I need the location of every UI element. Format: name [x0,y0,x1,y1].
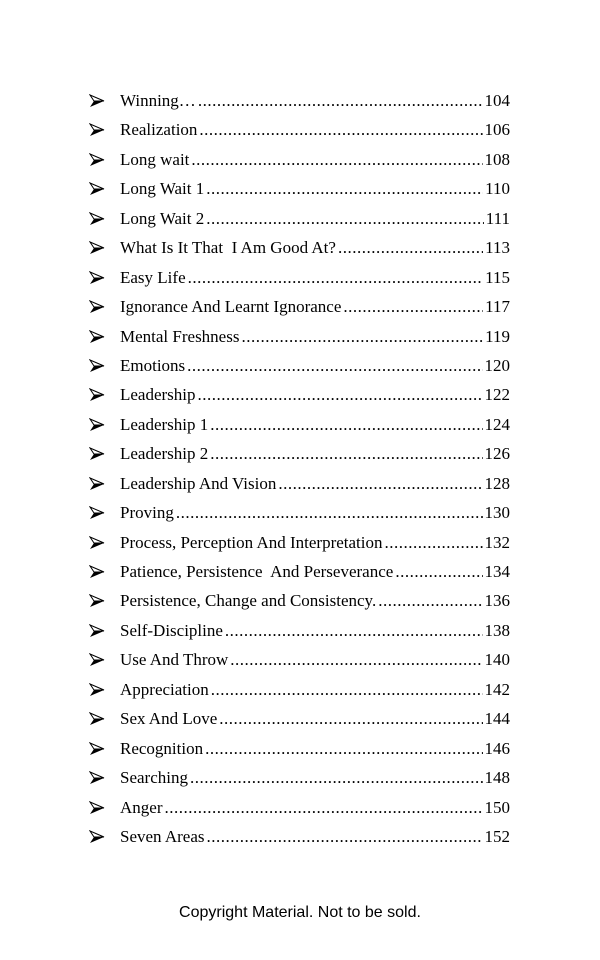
arrowhead-bullet-icon [89,439,107,468]
dot-leader [205,734,482,763]
toc-entry-page-number: 150 [484,797,510,817]
toc-entry-title: Searching [120,768,188,788]
dot-leader [230,645,482,674]
toc-entry-title: Seven Areas [120,826,205,846]
toc-entry-page-number: 120 [484,355,510,375]
toc-entry-page-number: 122 [484,385,510,405]
toc-entry-title: Leadership [120,385,196,405]
toc-entry [0,380,600,409]
toc-entry-page-number: 148 [484,768,510,788]
dot-leader [378,586,482,615]
toc-entry [0,586,600,615]
toc-entry-title: Leadership 2 [120,444,209,464]
toc-entry-page-number: 119 [485,326,510,346]
toc-entry-page-number: 138 [484,620,510,640]
toc-entry-page-number: 142 [484,679,510,699]
toc-entry-title: Mental Freshness [120,326,240,346]
toc-entry [0,675,600,704]
toc-entry-title: Sex And Love [120,709,218,729]
toc-entry [0,528,600,557]
toc-entry-line [120,351,510,380]
toc-entry-line [120,233,510,262]
toc-entry [0,351,600,380]
toc-entry-title: Self-Discipline [120,620,223,640]
toc-entry-line [120,469,510,498]
toc-entry [0,793,600,822]
dot-leader [206,204,483,233]
dot-leader [191,145,482,174]
table-of-contents [0,86,600,851]
toc-entry [0,822,600,851]
toc-entry [0,704,600,733]
arrowhead-bullet-icon [89,822,107,851]
toc-entry-title: Leadership And Vision [120,473,277,493]
toc-entry-page-number: 136 [484,591,510,611]
toc-entry-page-number: 132 [484,532,510,552]
toc-entry [0,263,600,292]
toc-entry-title: Anger [120,797,163,817]
toc-entry-title: Recognition [120,738,204,758]
toc-entry [0,292,600,321]
toc-entry-line [120,380,510,409]
toc-entry-page-number: 124 [484,414,510,434]
toc-entry [0,322,600,351]
arrowhead-bullet-icon [89,704,107,733]
dot-leader [278,469,482,498]
toc-entry-line [120,498,510,527]
toc-entry [0,763,600,792]
dot-leader [206,174,483,203]
arrowhead-bullet-icon [89,86,107,115]
toc-entry-title: Realization [120,120,198,140]
arrowhead-bullet-icon [89,469,107,498]
toc-entry-page-number: 152 [484,826,510,846]
arrowhead-bullet-icon [89,734,107,763]
arrowhead-bullet-icon [89,145,107,174]
toc-entry-page-number: 130 [484,503,510,523]
toc-entry-title: Proving [120,503,174,523]
toc-entry-page-number: 128 [484,473,510,493]
arrowhead-bullet-icon [89,763,107,792]
dot-leader [187,351,482,380]
toc-entry-page-number: 113 [485,238,510,258]
toc-entry-page-number: 115 [485,267,510,287]
dot-leader [219,704,482,733]
dot-leader [395,557,482,586]
toc-entry-line [120,292,510,321]
toc-entry [0,439,600,468]
toc-entry-page-number: 146 [484,738,510,758]
toc-entry-line [120,616,510,645]
toc-entry-page-number: 111 [485,208,510,228]
dot-leader [211,675,483,704]
dot-leader [343,292,483,321]
toc-entry-title: Long Wait 2 [120,208,205,228]
toc-entry-page-number: 144 [484,709,510,729]
toc-entry-title: What Is It That I Am Good At? [120,238,336,258]
toc-entry-page-number: 126 [484,444,510,464]
copyright-footer: Copyright Material. Not to be sold. [179,904,421,921]
toc-entry [0,115,600,144]
toc-entry [0,645,600,674]
toc-entry-line [120,793,510,822]
toc-entry [0,469,600,498]
dot-leader [190,763,483,792]
toc-entry-title: Long wait [120,149,190,169]
dot-leader [164,793,482,822]
dot-leader [207,822,483,851]
toc-entry [0,174,600,203]
toc-entry-line [120,410,510,439]
dot-leader [210,410,482,439]
toc-entry [0,734,600,763]
arrowhead-bullet-icon [89,322,107,351]
toc-entry-line [120,645,510,674]
arrowhead-bullet-icon [89,292,107,321]
toc-entry-line [120,86,510,115]
dot-leader [241,322,483,351]
toc-entry-title: Long Wait 1 [120,179,205,199]
dot-leader [225,616,483,645]
toc-entry-line [120,439,510,468]
toc-entry-title: Easy Life [120,267,186,287]
toc-entry-line [120,322,510,351]
toc-entry [0,498,600,527]
arrowhead-bullet-icon [89,115,107,144]
dot-leader [199,115,482,144]
dot-leader [176,498,483,527]
arrowhead-bullet-icon [89,793,107,822]
arrowhead-bullet-icon [89,204,107,233]
toc-entry-line [120,763,510,792]
dot-leader [210,439,482,468]
dot-leader [338,233,483,262]
toc-entry-line [120,822,510,851]
toc-entry-line [120,675,510,704]
toc-entry-title: Winning… [120,91,196,110]
toc-entry-title: Use And Throw [120,650,229,670]
toc-entry-title: Process, Perception And Interpretation [120,532,383,552]
dot-leader [198,86,483,115]
toc-entry-title: Leadership 1 [120,414,209,434]
toc-entry-line [120,586,510,615]
toc-entry-line [120,263,510,292]
toc-entry-page-number: 104 [484,91,510,110]
toc-entry-title: Persistence, Change and Consistency. [120,591,377,611]
toc-entry-page-number: 106 [484,120,510,140]
arrowhead-bullet-icon [89,380,107,409]
toc-entry-line [120,115,510,144]
toc-entry-page-number: 134 [484,562,510,581]
toc-entry [0,204,600,233]
arrowhead-bullet-icon [89,351,107,380]
toc-entry-line [120,204,510,233]
toc-entry [0,557,600,586]
toc-entry-line [120,734,510,763]
toc-entry [0,145,600,174]
arrowhead-bullet-icon [89,557,107,586]
toc-entry-title: Ignorance And Learnt Ignorance [120,297,342,317]
toc-entry-page-number: 110 [485,179,510,199]
arrowhead-bullet-icon [89,174,107,203]
toc-entry-title: Appreciation [120,679,209,699]
toc-entry-page-number: 117 [485,297,510,317]
toc-entry [0,233,600,262]
toc-entry-page-number: 108 [484,149,510,169]
toc-entry-page-number: 140 [484,650,510,670]
arrowhead-bullet-icon [89,233,107,262]
toc-entry-line [120,704,510,733]
toc-entry-title: Emotions [120,355,186,375]
arrowhead-bullet-icon [89,616,107,645]
arrowhead-bullet-icon [89,528,107,557]
arrowhead-bullet-icon [89,498,107,527]
toc-entry [0,86,600,115]
toc-entry-line [120,145,510,174]
toc-entry-line [120,557,510,586]
toc-entry-title: Patience, Persistence And Perseverance [120,562,394,581]
toc-entry-line [120,174,510,203]
arrowhead-bullet-icon [89,410,107,439]
arrowhead-bullet-icon [89,586,107,615]
arrowhead-bullet-icon [89,263,107,292]
dot-leader [385,528,483,557]
toc-entry-line [120,528,510,557]
arrowhead-bullet-icon [89,675,107,704]
dot-leader [188,263,484,292]
arrowhead-bullet-icon [89,645,107,674]
toc-entry [0,410,600,439]
toc-entry [0,616,600,645]
dot-leader [198,380,483,409]
